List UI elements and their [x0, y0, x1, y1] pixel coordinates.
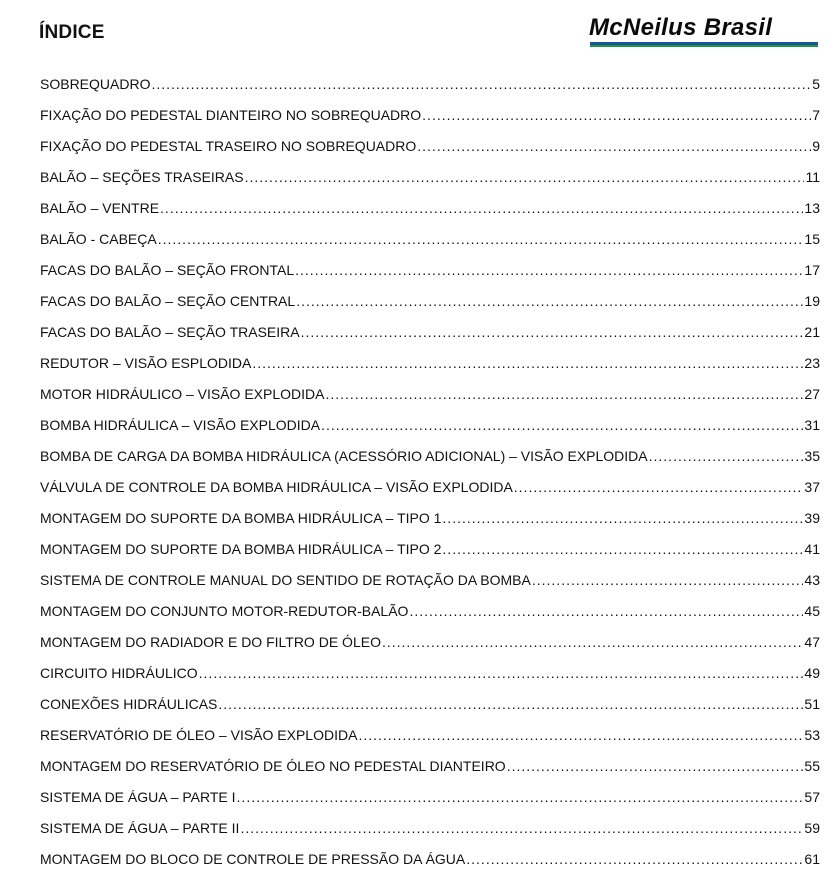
toc-entry[interactable] — [40, 259, 820, 290]
toc-entry[interactable] — [40, 693, 820, 724]
toc-entry-title: BALÃO - CABEÇA — [40, 231, 157, 247]
toc-entry-page: 21 — [804, 324, 820, 340]
toc-entry-page: 5 — [812, 76, 820, 92]
toc-entry-title: CIRCUITO HIDRÁULICO — [40, 665, 198, 681]
toc-entry[interactable] — [40, 197, 820, 228]
toc-entry-page: 61 — [804, 851, 820, 867]
toc-entry[interactable] — [40, 290, 820, 321]
toc-entry-title: SOBREQUADRO — [40, 76, 151, 92]
toc-entry[interactable] — [40, 662, 820, 693]
toc-leader-dots — [325, 383, 803, 405]
toc-entry[interactable] — [40, 414, 820, 445]
toc-entry-page: 39 — [804, 510, 820, 526]
brand-logo — [589, 14, 819, 46]
toc-entry-page: 37 — [804, 479, 820, 495]
toc-leader-dots — [321, 414, 803, 436]
toc-entry-page: 55 — [804, 758, 820, 774]
toc-entry-page: 45 — [804, 603, 820, 619]
toc-entry-page: 49 — [804, 665, 820, 681]
toc-entry[interactable] — [40, 73, 820, 104]
toc-leader-dots — [649, 445, 804, 467]
toc-leader-dots — [151, 73, 811, 95]
toc-entry-title: SISTEMA DE ÁGUA – PARTE II — [40, 820, 240, 836]
toc-leader-dots — [240, 817, 803, 839]
toc-leader-dots — [158, 228, 804, 250]
toc-entry-page: 35 — [804, 448, 820, 464]
toc-entry-page: 27 — [804, 386, 820, 402]
toc-entry-page: 15 — [804, 231, 820, 247]
toc-entry[interactable] — [40, 166, 820, 197]
brand-underline-green — [590, 45, 818, 47]
toc-leader-dots — [218, 693, 803, 715]
toc-leader-dots — [160, 197, 803, 219]
toc-entry-title: MONTAGEM DO SUPORTE DA BOMBA HIDRÁULICA – TIPO 2 — [40, 541, 442, 557]
toc-entry-title: BALÃO – VENTRE — [40, 200, 160, 216]
toc-leader-dots — [507, 755, 804, 777]
toc-entry[interactable] — [40, 848, 820, 879]
toc-entry[interactable] — [40, 321, 820, 352]
toc-entry-page: 13 — [804, 200, 820, 216]
table-of-contents — [40, 73, 820, 879]
toc-entry-title: FACAS DO BALÃO – SEÇÃO FRONTAL — [40, 262, 295, 278]
toc-entry[interactable] — [40, 104, 820, 135]
toc-entry-page: 11 — [805, 169, 820, 185]
toc-entry-page: 41 — [804, 541, 820, 557]
toc-entry[interactable] — [40, 538, 820, 569]
toc-entry-page: 59 — [804, 820, 820, 836]
toc-entry-page: 9 — [812, 138, 820, 154]
toc-entry[interactable] — [40, 569, 820, 600]
toc-entry[interactable] — [40, 352, 820, 383]
toc-entry[interactable] — [40, 135, 820, 166]
toc-entry[interactable] — [40, 786, 820, 817]
toc-entry-title: FIXAÇÃO DO PEDESTAL TRASEIRO NO SOBREQUADRO — [40, 138, 417, 154]
toc-leader-dots — [358, 724, 803, 746]
toc-entry-page: 31 — [804, 417, 820, 433]
toc-entry-title: BOMBA HIDRÁULICA – VISÃO EXPLODIDA — [40, 417, 321, 433]
toc-leader-dots — [199, 662, 804, 684]
toc-leader-dots — [442, 538, 803, 560]
toc-entry[interactable] — [40, 507, 820, 538]
toc-entry[interactable] — [40, 817, 820, 848]
toc-leader-dots — [237, 786, 804, 808]
toc-entry-page: 19 — [804, 293, 820, 309]
toc-entry[interactable] — [40, 631, 820, 662]
toc-leader-dots — [295, 259, 803, 281]
toc-leader-dots — [532, 569, 804, 591]
toc-entry-title: SISTEMA DE CONTROLE MANUAL DO SENTIDO DE ROTAÇÃO DA BOMBA — [40, 572, 531, 588]
toc-entry-title: BALÃO – SEÇÕES TRASEIRAS — [40, 169, 244, 185]
toc-entry-page: 51 — [804, 696, 820, 712]
toc-entry[interactable] — [40, 476, 820, 507]
toc-entry-title: FACAS DO BALÃO – SEÇÃO TRASEIRA — [40, 324, 300, 340]
toc-entry-title: MONTAGEM DO SUPORTE DA BOMBA HIDRÁULICA – TIPO 1 — [40, 510, 442, 526]
toc-entry-title: REDUTOR – VISÃO ESPLODIDA — [40, 355, 252, 371]
toc-entry-page: 53 — [804, 727, 820, 743]
toc-entry-title: CONEXÕES HIDRÁULICAS — [40, 696, 218, 712]
toc-entry-title: MONTAGEM DO RESERVATÓRIO DE ÓLEO NO PEDESTAL DIANTEIRO — [40, 758, 506, 774]
toc-entry-title: MONTAGEM DO BLOCO DE CONTROLE DE PRESSÃO DA ÁGUA — [40, 851, 466, 867]
toc-leader-dots — [442, 507, 803, 529]
toc-leader-dots — [382, 631, 803, 653]
toc-entry[interactable] — [40, 724, 820, 755]
toc-entry[interactable] — [40, 600, 820, 631]
toc-entry-page: 43 — [804, 572, 820, 588]
toc-entry[interactable] — [40, 383, 820, 414]
toc-entry-page: 47 — [804, 634, 820, 650]
toc-leader-dots — [252, 352, 803, 374]
toc-entry-page: 17 — [804, 262, 820, 278]
toc-entry[interactable] — [40, 445, 820, 476]
toc-leader-dots — [417, 135, 811, 157]
brand-logo-text: McNeilus Brasil — [589, 14, 773, 41]
toc-entry-title: MOTOR HIDRÁULICO – VISÃO EXPLODIDA — [40, 386, 325, 402]
toc-leader-dots — [245, 166, 805, 188]
page-title: ÍNDICE — [39, 22, 105, 43]
toc-entry-title: FACAS DO BALÃO – SEÇÃO CENTRAL — [40, 293, 296, 309]
toc-leader-dots — [296, 290, 803, 312]
toc-entry[interactable] — [40, 228, 820, 259]
toc-leader-dots — [301, 321, 804, 343]
toc-entry-title: RESERVATÓRIO DE ÓLEO – VISÃO EXPLODIDA — [40, 727, 358, 743]
toc-leader-dots — [409, 600, 803, 622]
toc-entry-page: 23 — [804, 355, 820, 371]
toc-leader-dots — [422, 104, 811, 126]
toc-entry-title: MONTAGEM DO RADIADOR E DO FILTRO DE ÓLEO — [40, 634, 381, 650]
toc-entry-page: 57 — [804, 789, 820, 805]
toc-leader-dots — [466, 848, 803, 870]
toc-entry-page: 7 — [812, 107, 820, 123]
toc-entry-title: BOMBA DE CARGA DA BOMBA HIDRÁULICA (ACESSÓRIO ADICIONAL) – VISÃO EXPLODIDA — [40, 448, 648, 464]
toc-leader-dots — [514, 476, 804, 498]
toc-entry-title: VÁLVULA DE CONTROLE DA BOMBA HIDRÁULICA – VISÃO EXPLODIDA — [40, 479, 513, 495]
toc-entry[interactable] — [40, 755, 820, 786]
toc-entry-title: SISTEMA DE ÁGUA – PARTE I — [40, 789, 236, 805]
toc-entry-title: FIXAÇÃO DO PEDESTAL DIANTEIRO NO SOBREQUADRO — [40, 107, 422, 123]
toc-entry-title: MONTAGEM DO CONJUNTO MOTOR-REDUTOR-BALÃO — [40, 603, 409, 619]
